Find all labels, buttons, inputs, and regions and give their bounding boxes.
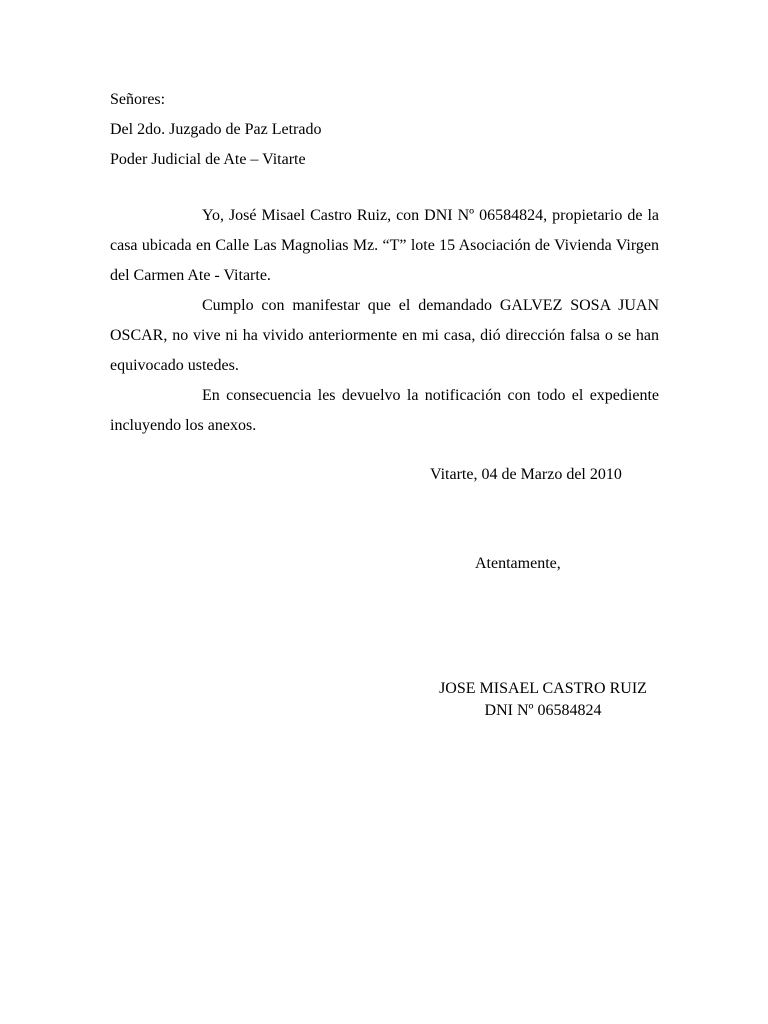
paragraph-identification: Yo, José Misael Castro Ruiz, con DNI Nº 06584824, propietario de la casa ubicada en Calle Las Magnolias Mz. “T” lote 15 Asociación de Vivienda Virgen del Carmen Ate - Vitarte. — [110, 207, 659, 284]
signer-name: JOSE MISAEL CASTRO RUIZ — [439, 680, 647, 697]
addressee-jurisdiction: Poder Judicial de Ate – Vitarte — [110, 151, 306, 168]
addressee-court: Del 2do. Juzgado de Paz Letrado — [110, 121, 322, 138]
place-and-date: Vitarte, 04 de Marzo del 2010 — [430, 466, 622, 483]
closing-phrase: Atentamente, — [475, 555, 561, 572]
signature-block — [420, 678, 666, 722]
salutation: Señores: — [110, 91, 166, 108]
addressee-block — [110, 85, 321, 175]
signer-id: DNI Nº 06584824 — [484, 702, 602, 719]
letter-body — [110, 201, 659, 441]
paragraph-statement: Cumplo con manifestar que el demandado GALVEZ SOSA JUAN OSCAR, no vive ni ha vivido anteriormente en mi casa, dió dirección falsa o se han equivocado ustedes. — [110, 297, 659, 374]
paragraph-return-notice: En consecuencia les devuelvo la notificación con todo el expediente incluyendo los anexos. — [110, 387, 659, 434]
